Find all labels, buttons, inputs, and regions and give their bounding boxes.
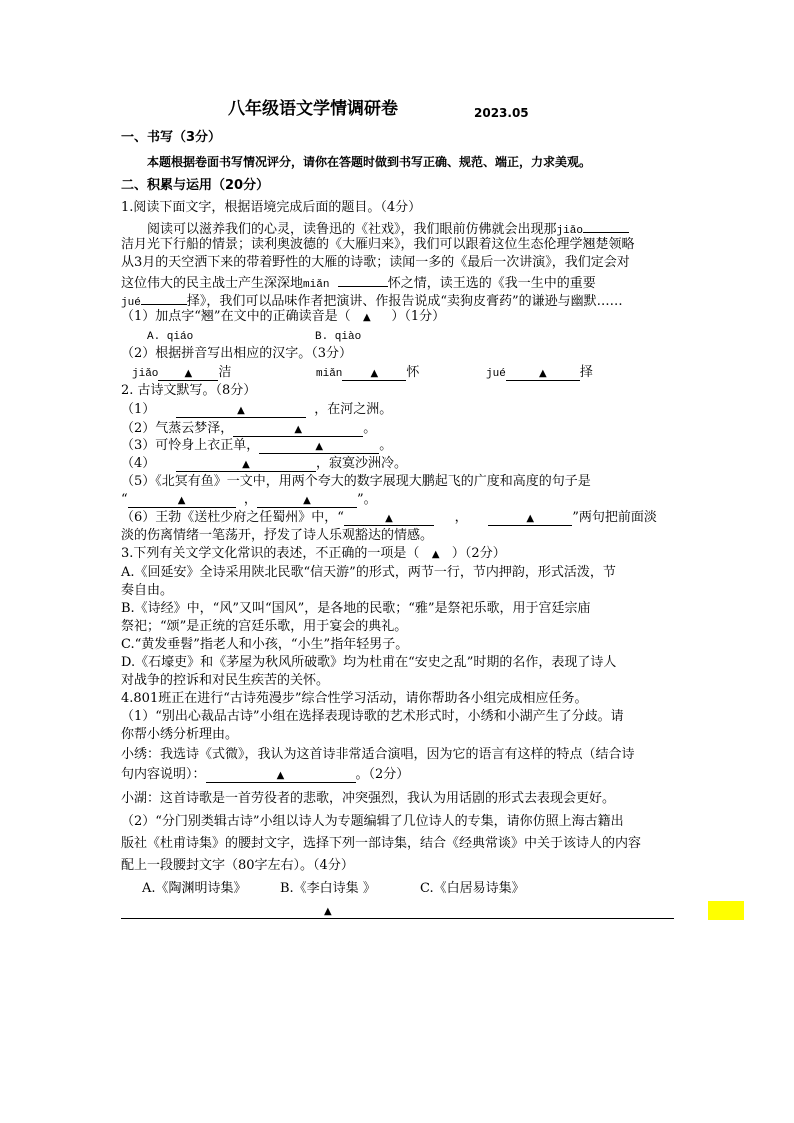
- passage-blank-2: [338, 272, 388, 287]
- q3-option-a-1: A.《回延安》全诗采用陕北民歌“信天游”的形式，两节一行，节内押韵，形式活泼，节: [121, 565, 616, 580]
- answer-mark: ▲: [315, 441, 324, 452]
- q4-stem: 4.801班正在进行“古诗苑漫步”综合性学习活动，请你帮助各小组完成相应任务。: [121, 691, 588, 706]
- passage-blank-1: [583, 218, 629, 233]
- answer-mark: ▲: [526, 513, 535, 524]
- q1-answer-2: miǎn ▲ 怀: [316, 365, 420, 380]
- q3-option-d-2: 对战争的控诉和对民生疾苦的关怀。: [121, 673, 330, 688]
- q3-option-b-1: B.《诗经》中，“风”又叫“国风”，是各地的民歌；“雅”是祭祀乐歌，用于宫廷宗庙: [121, 601, 591, 616]
- q4-sub-1-b: 你帮小绣分析理由。: [121, 727, 239, 742]
- page-title: 八年级语文学情调研卷: [228, 99, 398, 119]
- pinyin-jiao: jiǎo: [556, 225, 583, 237]
- q2-line-2: （2）气蒸云梦泽， ▲ 。: [121, 421, 377, 436]
- exam-date: 2023.05: [474, 106, 529, 120]
- q4-option-a: A.《陶渊明诗集》: [142, 881, 247, 896]
- pinyin-jue: jué: [121, 297, 141, 309]
- answer-line: [121, 918, 674, 919]
- q1-stem: 1.阅读下面文字，根据语境完成后面的题目。（4分）: [121, 200, 422, 215]
- q2-line-6: （6）王勃《送杜少府之任蜀州》中，“ ▲ ， ▲ ”两句把前面淡: [121, 510, 657, 525]
- answer-mark: ▲: [276, 770, 285, 781]
- answer-mark: ▲: [303, 495, 311, 506]
- q2-line-4: （4） ▲ ，寂寞沙洲冷。: [121, 456, 407, 471]
- answer-mark: ▲: [184, 368, 193, 379]
- passage-blank-3: [141, 290, 187, 305]
- answer-mark: ▲: [385, 513, 393, 524]
- answer-mark: ▲: [362, 312, 371, 323]
- q1-answer-3: jué ▲ 择: [486, 365, 593, 380]
- highlight-box: [708, 901, 744, 920]
- q4-option-b: B.《李白诗集 》: [280, 881, 376, 896]
- q1-answer-1: jiǎo ▲ 洁: [132, 365, 232, 380]
- q2-line-6b: 淡的伤离情绪一笔荡开，抒发了诗人乐观豁达的情感。: [121, 528, 434, 543]
- answer-mark: ▲: [177, 495, 186, 506]
- q4-sub-1-d: 句内容说明）： ▲ 。（2分）: [121, 767, 410, 782]
- section-2-heading: 二、积累与运用（20分）: [121, 178, 270, 193]
- answer-mark: ▲: [538, 368, 547, 379]
- section-1-body: 本题根据卷面书写情况评分，请你在答题时做到书写正确、规范、端正，力求美观。: [147, 155, 592, 169]
- q3-stem: 3.下列有关文学文化常识的表述，不正确的一项是（ ▲ ）（2分）: [121, 546, 506, 561]
- q1-option-b: B. qiào: [315, 331, 362, 343]
- q4-sub-1-c: 小绣：我选诗《式微》，我认为这首诗非常适合演唱，因为它的语言有这样的特点（结合诗: [121, 747, 635, 762]
- section-1-heading: 一、书写（3分）: [121, 130, 222, 145]
- q1-option-a: A. qiáo: [147, 331, 194, 343]
- q4-sub-2-b: 版社《杜甫诗集》的腰封文字，选择下列一部诗集，结合《经典常谈》中关于该诗人的内容: [121, 836, 642, 851]
- answer-mark: ▲: [324, 906, 332, 917]
- q4-sub-1-f: 小湖：这首诗歌是一首劳役者的悲歌，冲突强烈，我认为用话剧的形式去表现会更好。: [121, 791, 616, 806]
- q2-line-5: （5）《北冥有鱼》一文中，用两个夸大的数字展现大鹏起飞的广度和高度的句子是: [121, 474, 591, 489]
- q3-option-b-2: 祭祀；“颂”是正统的宫廷乐歌，用于宴会的典礼。: [121, 619, 408, 634]
- answer-mark: ▲: [242, 459, 250, 470]
- q4-sub-2-a: （2）“分门别类辑古诗”小组以诗人为专题编辑了几位诗人的专集，请你仿照上海古籍出: [121, 814, 624, 829]
- q1-sub-2: （2）根据拼音写出相应的汉字。（3分）: [121, 346, 353, 361]
- answer-mark: ▲: [237, 405, 245, 416]
- q3-option-d-1: D.《石壕吏》和《茅屋为秋风所破歌》均为杜甫在“安史之乱”时期的名作，表现了诗人: [121, 655, 617, 670]
- q1-passage-line-3: 从3月的天空洒下来的带着野性的大雁的诗歌；读闻一多的《最后一次讲演》，我们定会对: [121, 255, 630, 270]
- q1-passage-line-1: 阅读可以滋养我们的心灵，读鲁迅的《社戏》，我们眼前仿佛就会出现那jiǎo: [147, 218, 629, 240]
- q1-passage-line-4: 这位伟大的民主战士产生深深地miǎn 怀之情，读王选的《我一生中的重要: [121, 272, 596, 294]
- q4-sub-2-c: 配上一段腰封文字（80字左右）。（4分）: [121, 858, 354, 873]
- q1-passage-line-2: 洁月光下行船的情景；读利奥波德的《大雁归来》，我们可以跟着这位生态伦理学翘楚领略: [121, 237, 635, 252]
- q2-stem: 2. 古诗文默写。（8分）: [121, 383, 257, 398]
- q1-passage-line-5: jué 择》，我们可以品味作者把演讲、作报告说成“卖狗皮膏药”的谦逊与幽默……: [121, 290, 623, 312]
- pinyin-mian: miǎn: [303, 279, 330, 291]
- q2-line-3: （3）可怜身上衣正单， ▲ 。: [121, 438, 393, 453]
- q2-line-5-answer: “ ▲ ， ▲ ”。: [121, 492, 377, 507]
- answer-mark: ▲: [431, 549, 440, 560]
- q4-sub-1-a: （1）“别出心裁品古诗”小组在选择表现诗歌的艺术形式时，小绣和小湖产生了分歧。请: [121, 709, 624, 724]
- q1-sub-1: （1）加点字“翘”在文中的正确读音是（ ▲ ）（1分）: [121, 309, 446, 324]
- answer-mark: ▲: [294, 424, 303, 435]
- q3-option-c: C.“黄发垂髫”指老人和小孩，“小生”指年轻男子。: [121, 637, 409, 652]
- q2-line-1: （1） ▲ ，在河之洲。: [121, 402, 393, 417]
- q3-option-a-2: 奏自由。: [121, 583, 174, 598]
- q4-option-c: C.《白居易诗集》: [420, 881, 525, 896]
- answer-mark: ▲: [370, 368, 379, 379]
